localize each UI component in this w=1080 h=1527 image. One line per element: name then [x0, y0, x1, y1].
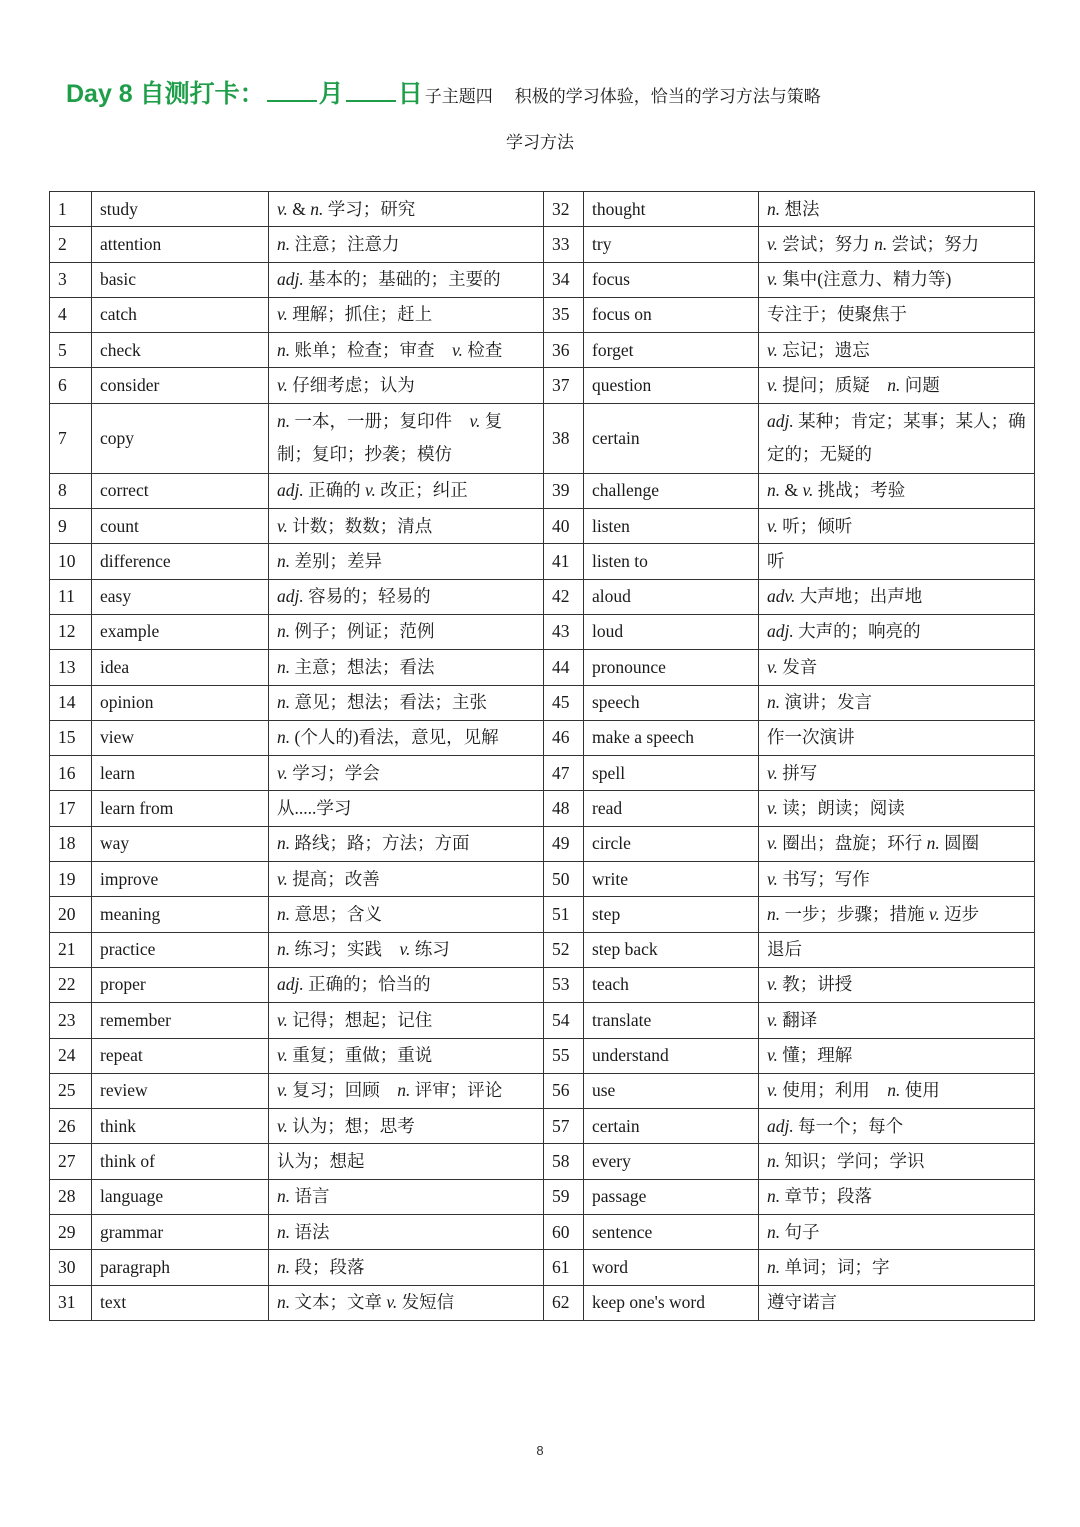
entry-meaning: v. 计数；数数；清点 — [269, 509, 544, 544]
entry-number: 56 — [544, 1073, 584, 1108]
entry-number: 11 — [50, 579, 92, 614]
entry-number: 15 — [50, 720, 92, 755]
entry-meaning: n. 语言 — [269, 1179, 544, 1214]
entry-number: 25 — [50, 1073, 92, 1108]
entry-number: 8 — [50, 473, 92, 508]
entry-meaning: adj. 大声的；响亮的 — [759, 614, 1035, 649]
entry-number: 19 — [50, 862, 92, 897]
entry-number: 35 — [544, 297, 584, 332]
entry-word: certain — [584, 1109, 759, 1144]
table-row — [50, 262, 1035, 297]
entry-meaning: n. 主意；想法；看法 — [269, 650, 544, 685]
entry-meaning: v. 理解；抓住；赶上 — [269, 297, 544, 332]
table-row — [50, 297, 1035, 332]
entry-meaning: v. 教；讲授 — [759, 967, 1035, 1002]
entry-meaning: n. 练习；实践 v. 练习 — [269, 932, 544, 967]
entry-word: read — [584, 791, 759, 826]
table-row — [50, 403, 1035, 473]
entry-word: basic — [92, 262, 269, 297]
entry-word: proper — [92, 967, 269, 1002]
entry-word: focus — [584, 262, 759, 297]
entry-meaning: n. 知识；学问；学识 — [759, 1144, 1035, 1179]
entry-meaning: 认为；想起 — [269, 1144, 544, 1179]
entry-word: step — [584, 897, 759, 932]
entry-word: way — [92, 826, 269, 861]
entry-number: 47 — [544, 756, 584, 791]
entry-number: 48 — [544, 791, 584, 826]
table-row — [50, 826, 1035, 861]
entry-number: 26 — [50, 1109, 92, 1144]
entry-word: think of — [92, 1144, 269, 1179]
month-label: 月 — [318, 80, 344, 108]
entry-number: 42 — [544, 579, 584, 614]
entry-meaning: v. 复习；回顾 n. 评审；评论 — [269, 1073, 544, 1108]
entry-word: learn — [92, 756, 269, 791]
entry-word: paragraph — [92, 1250, 269, 1285]
entry-word: easy — [92, 579, 269, 614]
entry-number: 6 — [50, 368, 92, 403]
subtheme-title: 积极的学习体验，恰当的学习方法与策略 — [514, 87, 821, 107]
table-row — [50, 1003, 1035, 1038]
entry-number: 37 — [544, 368, 584, 403]
table-row — [50, 509, 1035, 544]
entry-number: 40 — [544, 509, 584, 544]
entry-meaning: v. 认为；想；思考 — [269, 1109, 544, 1144]
entry-number: 41 — [544, 544, 584, 579]
entry-word: every — [584, 1144, 759, 1179]
entry-word: think — [92, 1109, 269, 1144]
entry-number: 49 — [544, 826, 584, 861]
vocabulary-table-body — [50, 192, 1035, 1321]
entry-meaning: n. 账单；检查；审查 v. 检查 — [269, 333, 544, 368]
entry-word: question — [584, 368, 759, 403]
entry-number: 17 — [50, 791, 92, 826]
entry-word: forget — [584, 333, 759, 368]
entry-meaning: v. 学习；学会 — [269, 756, 544, 791]
entry-number: 4 — [50, 297, 92, 332]
entry-meaning: 作一次演讲 — [759, 720, 1035, 755]
entry-word: step back — [584, 932, 759, 967]
entry-meaning: v. 仔细考虑；认为 — [269, 368, 544, 403]
entry-number: 3 — [50, 262, 92, 297]
entry-meaning: v. 提问；质疑 n. 问题 — [759, 368, 1035, 403]
entry-number: 33 — [544, 227, 584, 262]
entry-word: count — [92, 509, 269, 544]
entry-word: understand — [584, 1038, 759, 1073]
entry-word: sentence — [584, 1215, 759, 1250]
entry-number: 52 — [544, 932, 584, 967]
table-row — [50, 1250, 1035, 1285]
entry-word: challenge — [584, 473, 759, 508]
entry-word: attention — [92, 227, 269, 262]
table-row — [50, 650, 1035, 685]
entry-meaning: adj. 正确的 v. 改正；纠正 — [269, 473, 544, 508]
entry-number: 30 — [50, 1250, 92, 1285]
table-row — [50, 333, 1035, 368]
entry-meaning: n. 一本，一册；复印件 v. 复制；复印；抄袭；模仿 — [269, 403, 544, 473]
entry-number: 46 — [544, 720, 584, 755]
subtheme-label: 子主题四 — [424, 87, 493, 107]
entry-number: 36 — [544, 333, 584, 368]
entry-word: listen to — [584, 544, 759, 579]
entry-meaning: n. 文本；文章 v. 发短信 — [269, 1285, 544, 1320]
entry-meaning: 专注于；使聚焦于 — [759, 297, 1035, 332]
entry-meaning: v. 重复；重做；重说 — [269, 1038, 544, 1073]
entry-number: 27 — [50, 1144, 92, 1179]
entry-number: 54 — [544, 1003, 584, 1038]
entry-number: 62 — [544, 1285, 584, 1320]
table-row — [50, 1179, 1035, 1214]
entry-word: grammar — [92, 1215, 269, 1250]
entry-number: 38 — [544, 403, 584, 473]
table-row — [50, 685, 1035, 720]
entry-word: make a speech — [584, 720, 759, 755]
entry-word: meaning — [92, 897, 269, 932]
table-row — [50, 1144, 1035, 1179]
table-row — [50, 192, 1035, 227]
entry-meaning: v. 忘记；遗忘 — [759, 333, 1035, 368]
entry-word: certain — [584, 403, 759, 473]
entry-number: 61 — [544, 1250, 584, 1285]
entry-number: 53 — [544, 967, 584, 1002]
entry-word: idea — [92, 650, 269, 685]
entry-number: 21 — [50, 932, 92, 967]
table-row — [50, 862, 1035, 897]
entry-number: 10 — [50, 544, 92, 579]
entry-meaning: adj. 正确的；恰当的 — [269, 967, 544, 1002]
entry-number: 58 — [544, 1144, 584, 1179]
table-row — [50, 1073, 1035, 1108]
entry-number: 43 — [544, 614, 584, 649]
entry-meaning: n. 想法 — [759, 192, 1035, 227]
entry-word: focus on — [584, 297, 759, 332]
table-row — [50, 579, 1035, 614]
entry-number: 57 — [544, 1109, 584, 1144]
table-row — [50, 1285, 1035, 1320]
entry-word: review — [92, 1073, 269, 1108]
table-row — [50, 1038, 1035, 1073]
table-row — [50, 897, 1035, 932]
entry-number: 55 — [544, 1038, 584, 1073]
entry-meaning: 退后 — [759, 932, 1035, 967]
entry-word: correct — [92, 473, 269, 508]
entry-word: repeat — [92, 1038, 269, 1073]
table-row — [50, 544, 1035, 579]
entry-number: 12 — [50, 614, 92, 649]
entry-number: 1 — [50, 192, 92, 227]
entry-meaning: n. (个人的)看法，意见，见解 — [269, 720, 544, 755]
entry-word: use — [584, 1073, 759, 1108]
entry-word: write — [584, 862, 759, 897]
entry-meaning: v. 懂；理解 — [759, 1038, 1035, 1073]
entry-word: loud — [584, 614, 759, 649]
entry-word: study — [92, 192, 269, 227]
entry-word: spell — [584, 756, 759, 791]
entry-meaning: n. 单词；词；字 — [759, 1250, 1035, 1285]
entry-meaning: v. & n. 学习；研究 — [269, 192, 544, 227]
entry-word: example — [92, 614, 269, 649]
table-row — [50, 473, 1035, 508]
table-row — [50, 720, 1035, 755]
entry-meaning: v. 集中(注意力、精力等) — [759, 262, 1035, 297]
entry-meaning: v. 书写；写作 — [759, 862, 1035, 897]
table-row — [50, 756, 1035, 791]
entry-number: 14 — [50, 685, 92, 720]
entry-meaning: n. 路线；路；方法；方面 — [269, 826, 544, 861]
table-row — [50, 614, 1035, 649]
entry-number: 28 — [50, 1179, 92, 1214]
entry-meaning: v. 听；倾听 — [759, 509, 1035, 544]
entry-meaning: adj. 容易的；轻易的 — [269, 579, 544, 614]
entry-word: learn from — [92, 791, 269, 826]
entry-number: 2 — [50, 227, 92, 262]
day-label: Day 8 自测打卡： — [66, 80, 265, 108]
entry-word: translate — [584, 1003, 759, 1038]
entry-meaning: adj. 每一个；每个 — [759, 1109, 1035, 1144]
entry-number: 31 — [50, 1285, 92, 1320]
entry-word: catch — [92, 297, 269, 332]
entry-word: speech — [584, 685, 759, 720]
entry-word: remember — [92, 1003, 269, 1038]
entry-number: 45 — [544, 685, 584, 720]
table-row — [50, 1109, 1035, 1144]
table-row — [50, 1215, 1035, 1250]
month-blank — [267, 78, 317, 102]
entry-word: aloud — [584, 579, 759, 614]
entry-meaning: 从.....学习 — [269, 791, 544, 826]
entry-word: language — [92, 1179, 269, 1214]
entry-number: 22 — [50, 967, 92, 1002]
entry-word: teach — [584, 967, 759, 1002]
entry-meaning: v. 记得；想起；记住 — [269, 1003, 544, 1038]
entry-meaning: adv. 大声地；出声地 — [759, 579, 1035, 614]
entry-word: practice — [92, 932, 269, 967]
table-row — [50, 368, 1035, 403]
entry-word: keep one's word — [584, 1285, 759, 1320]
entry-number: 24 — [50, 1038, 92, 1073]
entry-meaning: n. 意见；想法；看法；主张 — [269, 685, 544, 720]
entry-meaning: n. 差别；差异 — [269, 544, 544, 579]
entry-word: view — [92, 720, 269, 755]
entry-number: 9 — [50, 509, 92, 544]
entry-number: 44 — [544, 650, 584, 685]
entry-meaning: n. 句子 — [759, 1215, 1035, 1250]
entry-meaning: n. 注意；注意力 — [269, 227, 544, 262]
entry-word: difference — [92, 544, 269, 579]
entry-meaning: 听 — [759, 544, 1035, 579]
entry-meaning: n. 章节；段落 — [759, 1179, 1035, 1214]
entry-number: 16 — [50, 756, 92, 791]
entry-meaning: v. 圈出；盘旋；环行 n. 圆圈 — [759, 826, 1035, 861]
page-number: 8 — [536, 1443, 544, 1458]
entry-word: check — [92, 333, 269, 368]
entry-word: improve — [92, 862, 269, 897]
entry-number: 18 — [50, 826, 92, 861]
entry-word: circle — [584, 826, 759, 861]
entry-number: 51 — [544, 897, 584, 932]
entry-number: 20 — [50, 897, 92, 932]
entry-meaning: n. 语法 — [269, 1215, 544, 1250]
entry-word: opinion — [92, 685, 269, 720]
entry-meaning: n. 一步；步骤；措施 v. 迈步 — [759, 897, 1035, 932]
entry-word: consider — [92, 368, 269, 403]
date-blank — [346, 78, 396, 102]
entry-number: 34 — [544, 262, 584, 297]
entry-meaning: adj. 基本的；基础的；主要的 — [269, 262, 544, 297]
entry-word: word — [584, 1250, 759, 1285]
entry-word: thought — [584, 192, 759, 227]
entry-number: 60 — [544, 1215, 584, 1250]
entry-word: pronounce — [584, 650, 759, 685]
entry-meaning: v. 拼写 — [759, 756, 1035, 791]
entry-meaning: v. 发音 — [759, 650, 1035, 685]
entry-word: try — [584, 227, 759, 262]
entry-number: 32 — [544, 192, 584, 227]
table-row — [50, 227, 1035, 262]
entry-meaning: n. 意思；含义 — [269, 897, 544, 932]
table-row — [50, 932, 1035, 967]
entry-meaning: n. 段；段落 — [269, 1250, 544, 1285]
entry-number: 13 — [50, 650, 92, 685]
entry-number: 50 — [544, 862, 584, 897]
entry-meaning: n. & v. 挑战；考验 — [759, 473, 1035, 508]
entry-meaning: v. 提高；改善 — [269, 862, 544, 897]
entry-meaning: v. 使用；利用 n. 使用 — [759, 1073, 1035, 1108]
entry-meaning: 遵守诺言 — [759, 1285, 1035, 1320]
entry-number: 59 — [544, 1179, 584, 1214]
date-label: 日 — [397, 80, 423, 108]
entry-number: 7 — [50, 403, 92, 473]
vocabulary-table — [49, 191, 1035, 1321]
table-row — [50, 967, 1035, 1002]
entry-word: listen — [584, 509, 759, 544]
section-title: 学习方法 — [506, 133, 574, 153]
table-row — [50, 791, 1035, 826]
entry-word: text — [92, 1285, 269, 1320]
entry-meaning: adj. 某种；肯定；某事；某人；确定的；无疑的 — [759, 403, 1035, 473]
entry-number: 29 — [50, 1215, 92, 1250]
entry-meaning: n. 例子；例证；范例 — [269, 614, 544, 649]
entry-word: passage — [584, 1179, 759, 1214]
entry-meaning: v. 翻译 — [759, 1003, 1035, 1038]
entry-meaning: v. 读；朗读；阅读 — [759, 791, 1035, 826]
entry-number: 39 — [544, 473, 584, 508]
entry-meaning: n. 演讲；发言 — [759, 685, 1035, 720]
page-header — [66, 74, 821, 114]
entry-number: 5 — [50, 333, 92, 368]
entry-word: copy — [92, 403, 269, 473]
entry-number: 23 — [50, 1003, 92, 1038]
entry-meaning: v. 尝试；努力 n. 尝试；努力 — [759, 227, 1035, 262]
